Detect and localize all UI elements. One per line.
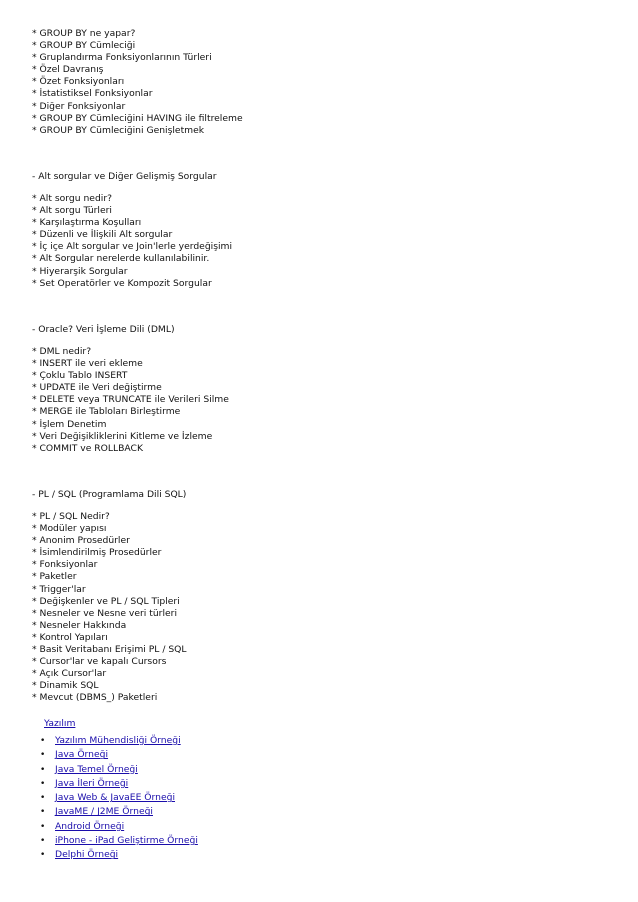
list-item: * Kontrol Yapıları	[32, 631, 108, 643]
plsql-list	[32, 511, 187, 705]
list-item	[40, 834, 198, 848]
list-item: * GROUP BY ne yapar?	[32, 28, 136, 39]
section-heading-plsql: - PL / SQL (Programlama Dili SQL)	[32, 489, 187, 500]
list-item: * Fonksiyonlar	[32, 559, 98, 571]
group-by-list	[32, 28, 243, 137]
links-title-link[interactable]: Yazılım	[44, 718, 76, 729]
list-item: * Mevcut (DBMS_) Paketleri	[32, 692, 158, 704]
section-heading-subqueries: - Alt sorgular ve Diğer Gelişmiş Sorgular	[32, 171, 217, 182]
list-item: * Set Operatörler ve Kompozit Sorgular	[32, 277, 212, 289]
list-item: * Anonim Prosedürler	[32, 535, 130, 547]
bullet: •	[40, 793, 46, 804]
list-item	[40, 748, 198, 762]
list-item: * Basit Veritabanı Erişimi PL / SQL	[32, 644, 187, 656]
list-item: * MERGE ile Tabloları Birleştirme	[32, 406, 181, 418]
list-item: * Dinamik SQL	[32, 680, 99, 692]
list-item: * PL / SQL Nedir?	[32, 511, 110, 522]
bullet: •	[40, 836, 46, 847]
list-item: * Karşılaştırma Koşulları	[32, 217, 142, 229]
bullet: •	[40, 778, 46, 789]
bullet: •	[40, 736, 46, 746]
list-item	[40, 777, 198, 791]
list-item: * İsimlendirilmiş Prosedürler	[32, 547, 162, 559]
section-heading-dml: - Oracle? Veri İşleme Dili (DML)	[32, 324, 175, 335]
list-item: * Paketler	[32, 571, 77, 583]
related-link[interactable]: Android Örneği	[55, 820, 125, 832]
list-item: * Modüler yapısı	[32, 523, 107, 535]
list-item	[40, 820, 198, 834]
list-item	[40, 763, 198, 777]
list-item: * Veri Değişikliklerini Kitleme ve İzleme	[32, 430, 213, 442]
related-link[interactable]: Delphi Örneği	[55, 849, 119, 861]
list-item: * Alt sorgu nedir?	[32, 193, 112, 204]
list-item: * Değişkenler ve PL / SQL Tipleri	[32, 595, 180, 607]
related-link[interactable]: iPhone - iPad Geliştirme Örneği	[55, 835, 198, 847]
list-item: * COMMIT ve ROLLBACK	[32, 442, 143, 454]
dml-list	[32, 346, 229, 455]
list-item: * Düzenli ve İlişkili Alt sorgular	[32, 229, 173, 241]
bullet: •	[40, 764, 46, 775]
bullet: •	[40, 821, 46, 832]
list-item: * Alt sorgu Türleri	[32, 205, 112, 217]
list-item: * Cursor'lar ve kapalı Cursors	[32, 656, 167, 668]
list-item: * Özel Davranış	[32, 64, 104, 76]
list-item	[40, 848, 198, 862]
list-item: * Alt Sorgular nerelerde kullanılabilinir.	[32, 253, 210, 265]
list-item: * GROUP BY Cümleciği	[32, 40, 136, 52]
list-item: * INSERT ile veri ekleme	[32, 358, 143, 370]
related-link[interactable]: Java Web & JavaEE Örneği	[55, 792, 176, 804]
related-link[interactable]: Java İleri Örneği	[55, 777, 129, 789]
list-item: * DELETE veya TRUNCATE ile Verileri Silme	[32, 394, 229, 406]
related-link[interactable]: Java Temel Örneği	[55, 763, 138, 775]
subquery-list	[32, 193, 232, 290]
related-link[interactable]: JavaME / J2ME Örneği	[55, 806, 153, 818]
list-item	[40, 805, 198, 819]
list-item: * İşlem Denetim	[32, 418, 107, 430]
list-item: * İç içe Alt sorgular ve Join'lerle yerdeğişimi	[32, 241, 233, 253]
list-item: * İstatistiksel Fonksiyonlar	[32, 88, 153, 100]
list-item: * Özet Fonksiyonları	[32, 76, 125, 88]
list-item	[40, 791, 198, 805]
list-item: * GROUP BY Cümleciğini HAVING ile filtreleme	[32, 112, 243, 124]
list-item: * Gruplandırma Fonksiyonlarının Türleri	[32, 52, 212, 64]
related-link[interactable]: Java Örneği	[55, 749, 109, 761]
list-item: * GROUP BY Cümleciğini Genişletmek	[32, 124, 205, 136]
related-link[interactable]: Yazılım Mühendisliği Örneği	[55, 735, 181, 746]
list-item	[40, 734, 198, 748]
list-item: * UPDATE ile Veri değiştirme	[32, 382, 162, 394]
list-item: * Açık Cursor'lar	[32, 668, 107, 680]
list-item: * Çoklu Tablo INSERT	[32, 370, 128, 382]
list-item: * Trigger'lar	[32, 583, 86, 595]
list-item: * DML nedir?	[32, 346, 92, 357]
bullet: •	[40, 750, 46, 761]
list-item: * Hiyerarşik Sorgular	[32, 265, 128, 277]
list-item: * Nesneler ve Nesne veri türleri	[32, 607, 177, 619]
list-item: * Nesneler Hakkında	[32, 619, 127, 631]
bullet: •	[40, 807, 46, 818]
list-item: * Diğer Fonksiyonlar	[32, 100, 126, 112]
related-links-list	[40, 734, 198, 863]
bullet: •	[40, 850, 46, 861]
